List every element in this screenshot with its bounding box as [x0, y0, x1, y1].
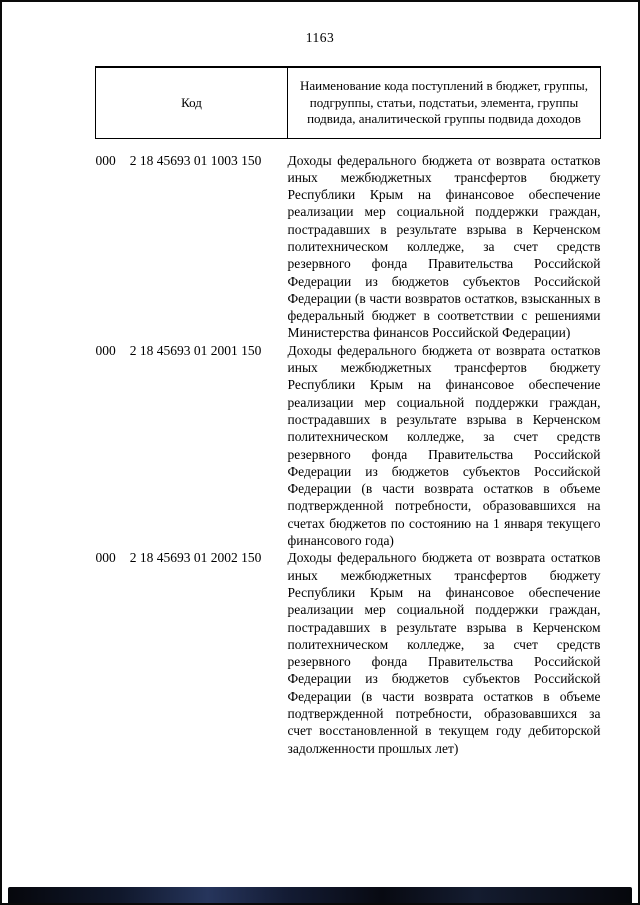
- code-cell: [96, 138, 288, 342]
- name-cell: Доходы федерального бюджета от возврата остатков иных межбюджетных трансфертов бюджету Республики Крым на финансовое обеспечение реализации мер социальной поддержки граждан, пострадавших в результате взрыва в Керченском политехническом колледже, за счет средств резервного фонда Правительства Российской Федерации из бюджетов субъектов Российской Федерации (в части возврата остатков в объеме подтвержденной потребности, образовавшихся за счет восстановленной в текущем году дебиторской задолженности прошлых лет): [287, 550, 601, 756]
- name-cell: Доходы федерального бюджета от возврата остатков иных межбюджетных трансфертов бюджету Республики Крым на финансовое обеспечение реализации мер социальной поддержки граждан, пострадавших в результате взрыва в Керченском политехническом колледже, за счет средств резервного фонда Правительства Российской Федерации из бюджетов субъектов Российской Федерации (в части возвратов остатков, взысканных в федеральный бюджет в соответствии с решениями Министерства финансов Российской Федерации): [287, 152, 601, 341]
- code-prefix: 000: [95, 152, 116, 168]
- name-cell: Доходы федерального бюджета от возврата остатков иных межбюджетных трансфертов бюджету Республики Крым на финансовое обеспечение реализации мер социальной поддержки граждан, пострадавших в результате взрыва в Керченском политехническом колледже, за счет средств резервного фонда Правительства Российской Федерации из бюджетов субъектов Российской Федерации (в части возврата остатков в объеме подтвержденной потребности, образовавшихся на счетах бюджетов по состоянию на 1 января текущего финансового года): [287, 342, 601, 549]
- code-cell: [96, 549, 288, 757]
- code-value: 2 18 45693 01 1003 150: [129, 152, 262, 168]
- table-row: [96, 138, 601, 342]
- header-name-cell: Наименование кода поступлений в бюджет, группы, подгруппы, статьи, подстатьи, элемента, группы подвида, аналитической группы подвида доходов: [288, 67, 601, 138]
- codes-table: [95, 66, 601, 757]
- code-value: 2 18 45693 01 2002 150: [129, 550, 262, 566]
- code-prefix: 000: [95, 342, 116, 358]
- page-number: 1163: [305, 30, 335, 45]
- code-prefix: 000: [95, 550, 116, 566]
- table-body: [96, 138, 601, 757]
- table-row: [96, 342, 601, 550]
- bottom-scan-artifact-bar: [8, 887, 632, 903]
- table-row: [96, 549, 601, 757]
- code-cell: [96, 342, 288, 550]
- code-value: 2 18 45693 01 2001 150: [129, 342, 262, 358]
- header-code-cell: Код: [96, 67, 288, 138]
- table-header: [96, 67, 601, 138]
